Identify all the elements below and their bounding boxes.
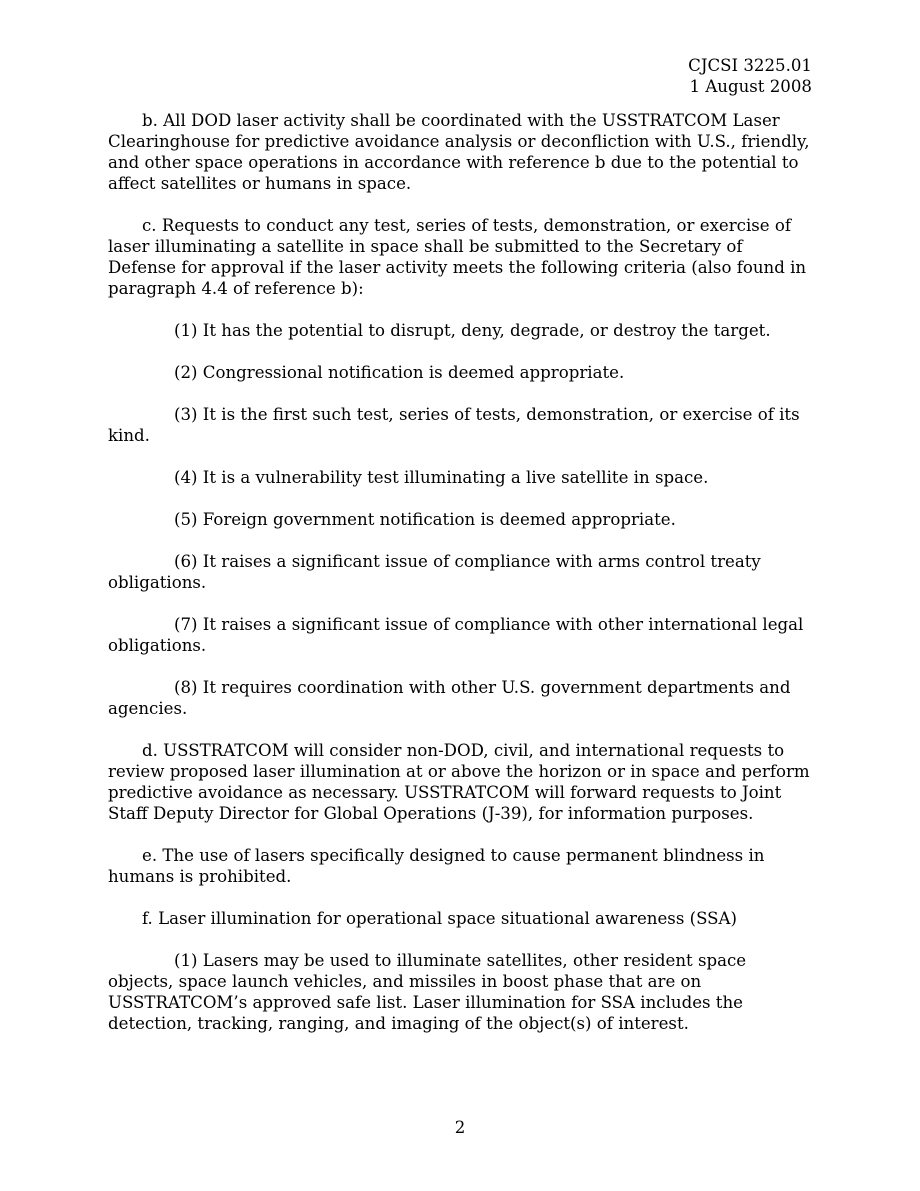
criteria-item-1: (1) It has the potential to disrupt, deny, degrade, or destroy the target. (174, 321, 771, 340)
document-header (688, 55, 812, 97)
paragraph-d: d. USSTRATCOM will consider non-DOD, civil, and international requests to review proposed laser illumination at or above the horizon or in space and perform predictive avoidance as necessary. USSTRATCOM will forward requests to Joint Staff Deputy Director for Global Operations (J-39), for information purposes. (108, 741, 810, 823)
criteria-item-2: (2) Congressional notification is deemed appropriate. (174, 363, 625, 382)
paragraph-c: c. Requests to conduct any test, series of tests, demonstration, or exercise of laser illuminating a satellite in space shall be submitted to the Secretary of Defense for approval if the laser activity meets the following criteria (also found in paragraph 4.4 of reference b): (108, 216, 807, 298)
paragraph-b: b. All DOD laser activity shall be coordinated with the USSTRATCOM Laser Clearinghouse for predictive avoidance analysis or deconfliction with U.S., friendly, and other space operations in accordance with reference b due to the potential to affect satellites or humans in space. (108, 111, 810, 193)
paragraph-e: e. The use of lasers specifically designed to cause permanent blindness in humans is prohibited. (108, 846, 765, 886)
document-body (108, 110, 812, 1055)
criteria-item-8: (8) It requires coordination with other U.S. government departments and agencies. (108, 678, 791, 718)
criteria-item-3: (3) It is the first such test, series of tests, demonstration, or exercise of its kind. (108, 405, 800, 445)
criteria-item-5: (5) Foreign government notification is deemed appropriate. (174, 510, 676, 529)
document-id: CJCSI 3225.01 (688, 56, 812, 75)
paragraph-f-item-1: (1) Lasers may be used to illuminate satellites, other resident space objects, space launch vehicles, and missiles in boost phase that are on USSTRATCOM’s approved safe list. Laser illumination for SSA includes the detection, tracking, ranging, and imaging of the object(s) of interest. (108, 951, 747, 1033)
criteria-item-6: (6) It raises a significant issue of compliance with arms control treaty obligations. (108, 552, 761, 592)
paragraph-f-heading: f. Laser illumination for operational space situational awareness (SSA) (142, 909, 737, 928)
criteria-item-4: (4) It is a vulnerability test illuminating a live satellite in space. (174, 468, 709, 487)
criteria-item-7: (7) It raises a significant issue of compliance with other international legal obligations. (108, 615, 804, 655)
page-number: 2 (454, 1118, 466, 1137)
document-date: 1 August 2008 (689, 77, 812, 96)
